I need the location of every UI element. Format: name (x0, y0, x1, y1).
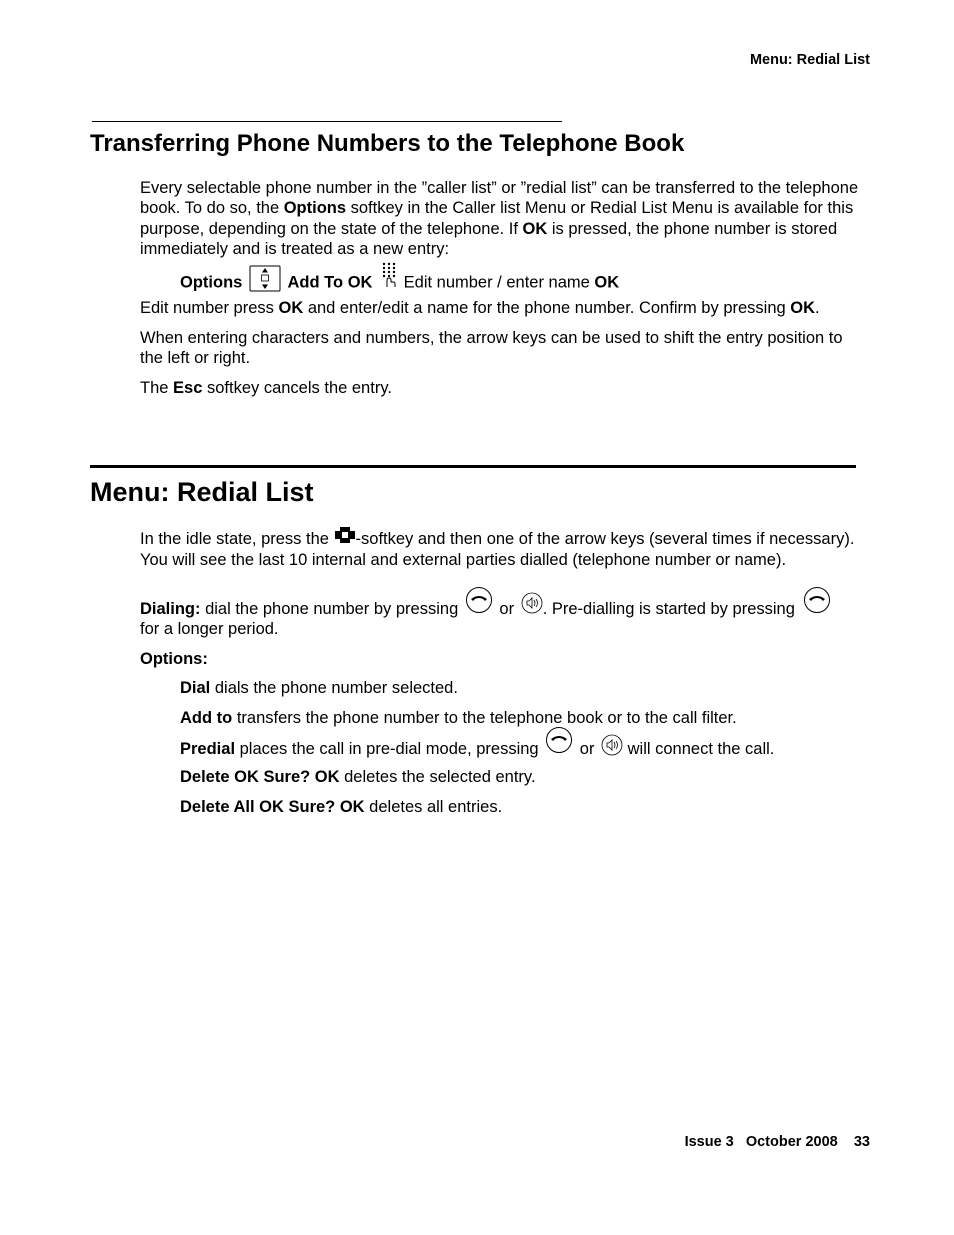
footer-date: October 2008 (745, 1134, 838, 1150)
up-down-arrow-key-icon (249, 265, 281, 302)
section-title-redial-list: Menu: Redial List (90, 477, 314, 507)
keypad-icon (381, 262, 397, 298)
section-title-transfer: Transferring Phone Numbers to the Telephone Book (90, 130, 685, 157)
chapter-divider (90, 465, 856, 468)
loudspeaker-key-icon (601, 734, 623, 761)
dialing-paragraph: Dialing: dial the phone number by pressing or . Pre-dialling is started by pressing for a longer period. (140, 599, 860, 640)
running-header: Menu: Redial List (749, 52, 870, 68)
esc-paragraph: The Esc softkey cancels the entry. (140, 379, 392, 397)
arrow-keys-paragraph: When entering characters and numbers, the arrow keys can be used to shift the entry position to the left or right. (140, 329, 843, 368)
option-add-to: Add to transfers the phone number to the telephone book or to the call filter. (180, 709, 737, 727)
loudspeaker-key-icon (521, 592, 543, 619)
options-label: Options: (140, 650, 208, 668)
handset-key-icon (803, 586, 831, 619)
page-footer (685, 1134, 870, 1150)
handset-key-icon (465, 586, 493, 619)
transfer-paragraph: Every selectable phone number in the ”caller list” or ”redial list” can be transferred to the telephone book. To do so, the Options softkey in the Caller list Menu or Redial List Menu is available for this purpose, depending on the state of the telephone. If OK is pressed, the phone number is stored immediately and is treated as a new entry: (140, 179, 859, 258)
option-predial: Predial places the call in pre-dial mode, pressing or will connect the call. (180, 738, 860, 761)
edit-number-paragraph: Edit number press OK and enter/edit a name for the phone number. Confirm by pressing OK. (140, 299, 820, 317)
redial-intro-paragraph: In the idle state, press the -softkey and then one of the arrow keys (several times if necessary). You will see the last 10 internal and external parties dialled (telephone number or name). (140, 529, 860, 570)
menu-softkey-icon (334, 526, 356, 549)
footer-issue: Issue 3 (684, 1134, 734, 1150)
handset-key-icon (545, 726, 573, 759)
transfer-sequence: Options Add To OK Edit number / enter name OK (180, 262, 860, 304)
page-number: 33 (853, 1134, 870, 1150)
section-divider (92, 121, 562, 122)
option-delete-all: Delete All OK Sure? OK deletes all entries. (180, 798, 503, 816)
option-dial: Dial dials the phone number selected. (180, 679, 458, 697)
option-delete: Delete OK Sure? OK deletes the selected entry. (180, 768, 536, 786)
